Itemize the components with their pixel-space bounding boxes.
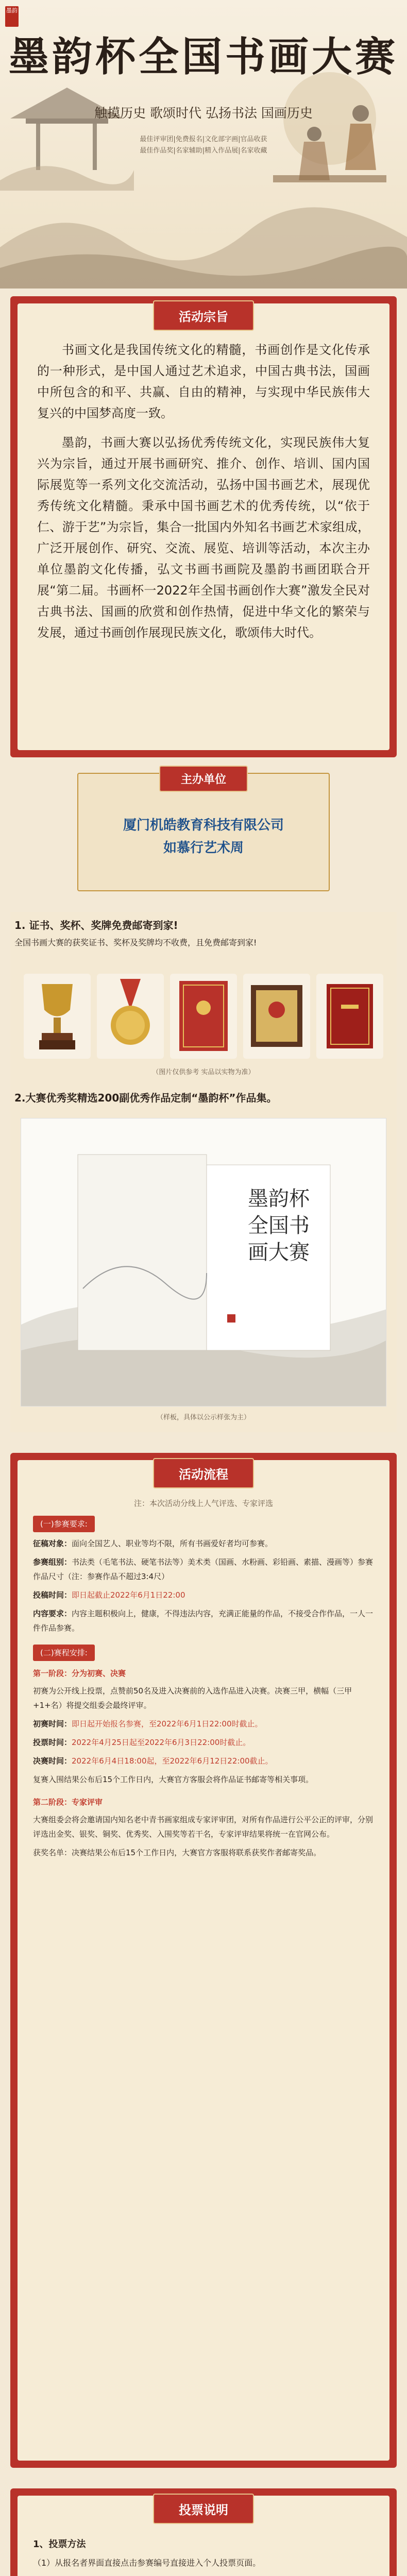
vote-s1-head: 1、投票方法 [33, 2539, 86, 2550]
awards-section [10, 912, 397, 1432]
awards-item1-title: 1. 证书、奖杯、奖牌免费邮寄到家! [14, 919, 178, 931]
flow-note: 注：本次活动分线上人气评选、专家评选 [133, 1499, 273, 1508]
trophy-icon [24, 974, 91, 1059]
round2-text2: 获奖名单：决赛结果公布后15个工作日内，大赛官方客服将联系获奖作者邮寄奖品。 [33, 1848, 321, 1857]
flow-paper [18, 1460, 389, 2461]
header-info-line: 最佳评审团|免费报名|文化部字画|官品收获 [140, 135, 267, 143]
flow-body [33, 1496, 374, 1860]
vote-s1-item [33, 2574, 374, 2576]
prize-caption: （图片仅供参考 实品以实物为准） [152, 1069, 255, 1076]
awards-item2-title: 2.大赛优秀奖精选200副优秀作品定制“墨韵杯”作品集。 [14, 1092, 277, 1104]
header-banner [0, 0, 407, 289]
plaque-icon [243, 974, 310, 1059]
req-text: 内容主题积极向上，健康，不得违法内容，充满正能量的作品，不接受合作作品，一人一件作品参赛。 [33, 1609, 374, 1633]
book-illustration [21, 1118, 386, 1406]
vote-paper [18, 2496, 389, 2576]
header-info-line: 最佳作品奖|名家辅助|精入作品展|名家收藏 [140, 147, 267, 155]
round1-final-label: 决赛时间： [33, 1756, 72, 1766]
book-title: 墨韵杯全国书画大赛 [248, 1187, 310, 1264]
round1-vote: 2022年4月25日起至2022年6月3日22:00时截止。 [72, 1738, 251, 1747]
round1-time-label: 初赛时间： [33, 1719, 72, 1728]
round1-title: 第一阶段：分为初赛、决赛 [33, 1669, 126, 1678]
purpose-badge: 活动宗旨 [153, 300, 254, 331]
round1-note: 复赛入围结果公布后15个工作日内，大赛官方客服会将作品证书邮寄等相关事项。 [33, 1775, 314, 1784]
organizer-list [78, 814, 329, 859]
req-label: 征稿对象： [33, 1539, 72, 1548]
collection-book-mockup [21, 1118, 386, 1406]
req-text: 即日起截止2022年6月1日22:00 [72, 1590, 185, 1600]
round1-final: 2022年6月4日18:00起，至2022年6月12日22:00截止。 [72, 1756, 273, 1766]
round1-vote-label: 投票时间： [33, 1738, 72, 1747]
brand-seal: 墨韵 [5, 6, 19, 27]
requirements-heading: (一)参赛要求: [33, 1516, 95, 1532]
page-title: 墨韵杯全国书画大赛 [8, 33, 398, 80]
organizer-name: 厦门机皓教育科技有限公司 [123, 818, 284, 833]
mountain-illustration [0, 155, 407, 289]
round1-text: 初赛为公开线上投票，点赞前50名及进入决赛前的入选作品进入决赛。决赛三甲，横幅（三甲+1+名）将提交组委会最终评审。 [33, 1686, 352, 1710]
purpose-paper [18, 303, 389, 750]
organizer-badge: 主办单位 [159, 766, 248, 792]
schedule-heading: (二)赛程安排: [33, 1645, 95, 1661]
certificate-book-icon [316, 974, 383, 1059]
purpose-body [37, 340, 370, 643]
vote-panel [10, 2488, 397, 2576]
flow-panel [10, 1453, 397, 2468]
awards-item1-text: 全国书画大赛的获奖证书、奖杯及奖牌均不收费，且免费邮寄到家! [14, 938, 257, 947]
vote-badge: 投票说明 [153, 2494, 254, 2524]
organizer-panel [77, 773, 330, 891]
req-text: 面向全国艺人、职业等均不限，所有书画爱好者均可参赛。 [72, 1539, 273, 1548]
book-caption: （样板，具体以公示样张为主） [156, 1414, 250, 1421]
vote-s1-item: （1）从报名者界面直接点击参赛编号直接进入个人投票页面。 [33, 2558, 261, 2568]
req-text: 书法类（毛笔书法、硬笔书法等）美术类（国画、水粉画、彩铅画、素描、漫画等）参赛作品尺寸（注：参赛作品不超过3:4尺） [33, 1557, 374, 1581]
medal-icon [97, 974, 164, 1059]
certificate-icon [170, 974, 237, 1059]
round1-time: 即日起开始报名参赛，至2022年6月1日22:00时截止。 [72, 1719, 263, 1728]
prize-row [10, 974, 397, 1059]
round2-title: 第二阶段：专家评审 [33, 1798, 103, 1807]
page-subtitle: 触摸历史 歌颂时代 弘扬书法 国画历史 [94, 106, 313, 121]
vote-body [33, 2537, 374, 2576]
purpose-paragraph: 书画文化是我国传统文化的精髓，书画创作是文化传承的一种形式，是中国人通过艺术追求，中国古典书法，国画中所包含的和平、共赢、自由的精神，与实现中华民族伟大复兴的中国梦高度一致。 [37, 343, 370, 420]
organizer-name: 如慕行艺术周 [163, 840, 244, 856]
round2-text: 大赛组委会将会邀请国内知名老中青书画家组成专家评审团，对所有作品进行公平公正的评审，分别评选出金奖、银奖、铜奖、优秀奖、入围奖等若干名，专家评审结果将统一在官网公布。 [33, 1815, 374, 1839]
purpose-panel [10, 296, 397, 757]
req-label: 参赛组别： [33, 1557, 72, 1567]
req-label: 内容要求： [33, 1609, 72, 1618]
req-label: 投稿时间： [33, 1590, 72, 1600]
flow-badge: 活动流程 [153, 1458, 254, 1488]
purpose-paragraph: 墨韵，书画大赛以弘扬优秀传统文化，实现民族伟大复兴为宗旨，通过开展书画研究、推介、创作、培训、国内国际展览等一系列文化交流活动，弘扬中国书画艺术，展现优秀传统文化精髓。秉承中国书画艺术的优秀传统，以“依于仁、游于艺”为宗旨，集合一批国内外知名书画艺术家组成，广泛开展创作、研究、交流、展览、培训等活动，本次主办单位墨韵文化传播，弘文书画书画院及墨韵书画团联合开展“第二届。书画杯一2022年全国书画创作大赛”激发全民对古典书法、国画的欣赏和创作热情，促进中华文化的繁荣与发展，通过书画创作展现民族文化，歌颂伟大时代。 [37, 435, 370, 640]
header-info [57, 134, 350, 157]
